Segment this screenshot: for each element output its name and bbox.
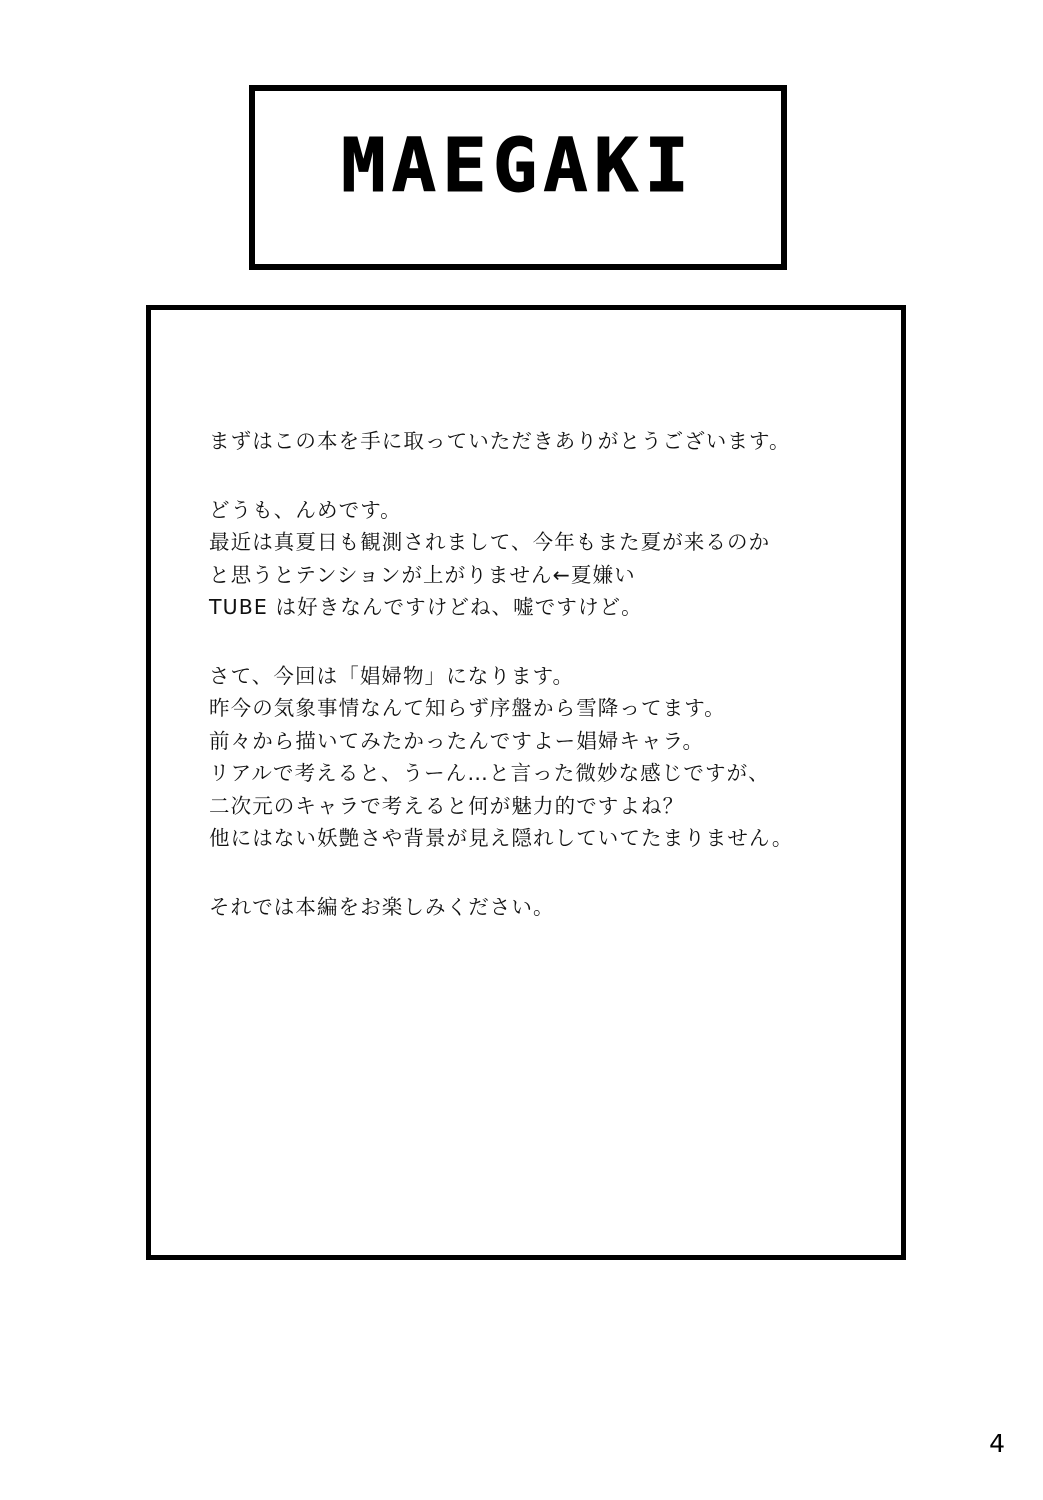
text-line: 他にはない妖艶さや背景が見え隠れしていてたまりません。	[209, 826, 794, 850]
text-line: TUBE は好きなんですけどね、嘘ですけど。	[209, 595, 643, 619]
paragraph	[209, 660, 865, 855]
text-line: それでは本編をお楽しみください。	[209, 894, 555, 919]
text-line: 昨今の気象事情なんて知らず序盤から雪降ってます。	[209, 696, 726, 720]
text-line: まずはこの本を手に取っていただきありがとうございます。	[209, 429, 791, 453]
afterword-body	[209, 425, 865, 923]
text-line: 二次元のキャラで考えると何が魅力的ですよね？	[209, 793, 685, 818]
title-box	[249, 85, 787, 270]
text-line: リアルで考えると、うーん…と言った微妙な感じですが、	[209, 761, 770, 785]
text-line: 最近は真夏日も観測されまして、今年もまた夏が来るのか	[209, 530, 771, 554]
text-line: と思うとテンションが上がりません←夏嫌い	[209, 562, 636, 587]
text-line: 前々から描いてみたかったんですよー娼婦キャラ。	[209, 728, 705, 753]
afterword-text-box	[146, 305, 906, 1260]
page-number: 4	[989, 1429, 1005, 1458]
paragraph	[209, 494, 865, 624]
text-line: さて、今回は「娼婦物」になります。	[209, 663, 575, 688]
text-line: どうも、んめです。	[209, 497, 402, 522]
paragraph	[209, 425, 865, 458]
page-title: MAEGAKI	[341, 123, 695, 209]
paragraph	[209, 891, 865, 924]
